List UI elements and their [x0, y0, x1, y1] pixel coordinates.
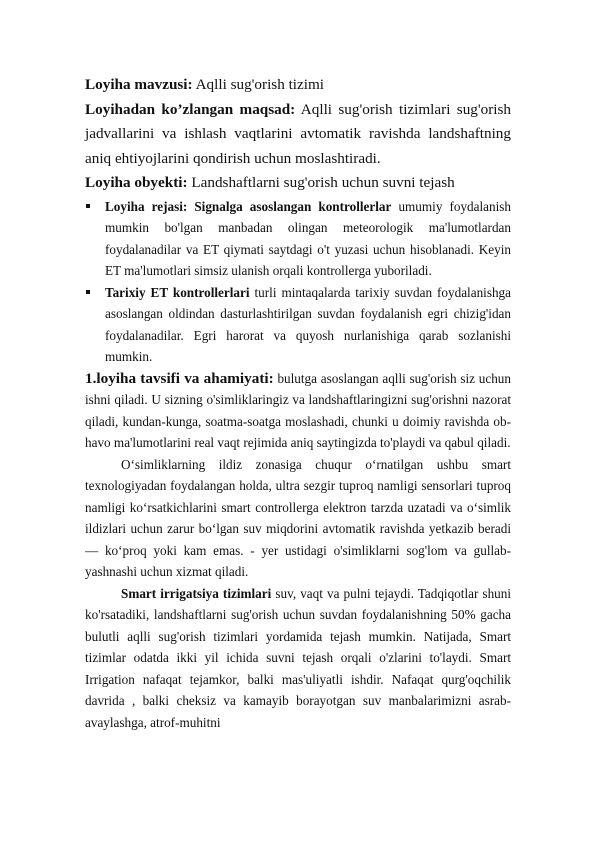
bullet-bold-text: Loyiha rejasi: Signalga asoslangan kontrollerlar: [105, 198, 392, 214]
section-text: bulutga asoslangan aqlli sug'orish siz uchun ishni qiladi. U sizning o'simliklaringiz va landshaftlaringizni sug'orishni nazorat qiladi, kundan-kunga, soatma-soatga moslashadi, chunki u doimiy ravishda ob-havo ma'lumotlarini real vaqt rejimida aniq saytingizda to'playdi va qabul qiladi.: [85, 370, 511, 450]
section-heading: 1.loyiha tavsifi va ahamiyati:: [85, 369, 274, 387]
bullet-text: umumiy foydalanish mumkin bo'lgan manbadan olingan meteorologik ma'lumotlardan foydalanadilar va ET qiymati saytdagi o't yuzasi uchun hisoblanadi. Keyin ET ma'lumotlari simsiz ulanish orqali kontrollerga yuboriladi.: [105, 198, 511, 278]
bullet-item-history: [85, 282, 511, 368]
bullet-bold-text: Tarixiy ET kontrollerlari: [105, 284, 250, 300]
project-topic-label: Loyiha mavzusi:: [85, 76, 193, 93]
project-object-value: Landshaftlarni sug'orish uchun suvni tejash: [191, 174, 455, 191]
bullet-item-plan: [85, 196, 511, 282]
bullet-square-icon: [86, 290, 90, 294]
section-description: [85, 368, 511, 454]
paragraph-smart-irrigation: [85, 583, 511, 734]
project-topic: [85, 73, 511, 98]
project-goal-label: Loyihadan ko’zlangan maqsad:: [85, 100, 296, 118]
paragraph-plants: O‘simliklarning ildiz zonasiga chuqur o‘rnatilgan ushbu smart texnologiyadan foydalangan holda, ultra sezgir tuproq namligi sensorlari tuproq namligi ko‘rsatkichlarini smart controllerga elektron tarzda uzatadi va o‘simlik ildizlari uchun zarur bo‘lgan suv miqdorini avtomatik ravishda yetkazib beradi — ko‘proq yoki kam emas. - yer ustidagi o'simliklarni sog'lom va gullab-yashnashi uchun xizmat qiladi.: [85, 456, 511, 579]
project-topic-value: Aqlli sug'orish tizimi: [195, 76, 325, 93]
document-body: [85, 73, 511, 733]
bullet-text: turli mintaqalarda tarixiy suvdan foydalanishga asoslangan oldindan dasturlashtirilgan suvdan foydalanish egri chizig'idan foydalanadilar. Egri harorat va quyosh nurlanishiga qarab sozlanishi mumkin.: [105, 284, 511, 364]
project-object: [85, 171, 511, 196]
project-goal: [85, 98, 511, 172]
project-object-label: Loyiha obyekti:: [85, 174, 188, 191]
paragraph-text: suv, vaqt va pulni tejaydi. Tadqiqotlar shuni ko'rsatadiki, landshaftlarni sug'orish uchun suvdan foydalanishning 50% gacha bulutli aqlli sug'orish tizimlari yordamida tejash mumkin. Natijada, Smart tizimlar odatda ikki yil ichida suvni tejash orqali o'zlarini to'laydi. Smart Irrigation nafaqat tejamkor, balki mas'uliyatli ishdir. Nafaqat qurg'oqchilik davrida , balki cheksiz va kamayib borayotgan suv manbalarimizni asrab-avaylashga, atrof-muhitni: [85, 585, 512, 730]
bullet-list: [85, 196, 511, 368]
paragraph-bold-lead: Smart irrigatsiya tizimlari: [121, 585, 272, 601]
project-goal-value: Aqlli sug'orish tizimlari sug'orish jadvallarini va ishlash vaqtlarini avtomatik ravishda landshaftning aniq ehtiyojlarini qondirish uchun moslashtiradi.: [85, 100, 512, 167]
bullet-square-icon: [86, 204, 90, 208]
